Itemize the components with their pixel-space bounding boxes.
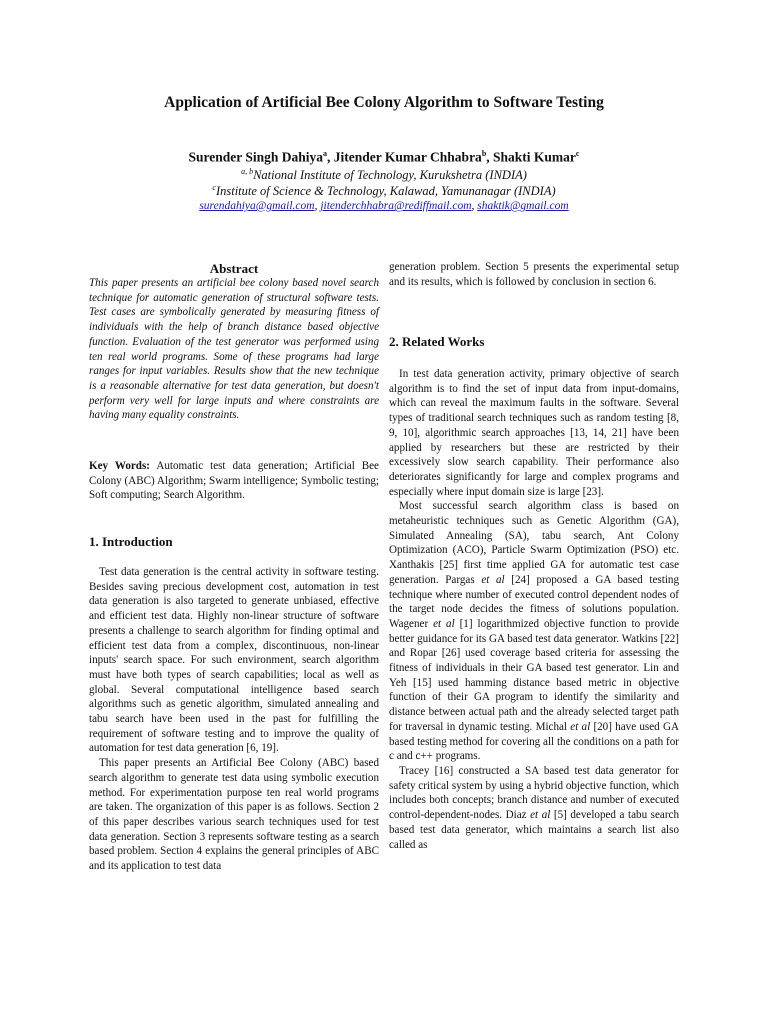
related-paragraph-1: In test data generation activity, primary objective of search algorithm is to find the set of input data from input-domains, which can reveal the maximum faults in the software. Several types of traditional search techniques such as random testing [8, 9, 10], algorithmic search approaches [13, 14, 21] have been applied by researchers but these are restricted by their excessively slow search capability. Their performance also deteriorates significantly for large and complex programs and especially where input domain size is large [23]. [389, 368, 679, 498]
author-3: Shakti Kumar [493, 149, 576, 165]
related-paragraph-2: Most successful search algorithm class is based on metaheuristic techniques such as Genetic Algorithm (GA), Simulated Annealing (SA), tabu search, Ant Colony Optimization (ACO), Particle Swarm Optimization (PSO) etc. Xanthakis [25] first time applied GA for automatic test case generation. Pargas et al [24] proposed a GA based testing technique where number of executed control dependent nodes of the target node decides the fitness of solutions population. Wagener et al [1] logarithmized objective function to provide better guidance for its GA based test data generator. Watkins [22] and Ropar [26] used coverage based criteria for assessing the fitness of individuals in their GA based test generator. Lin and Yeh [15] used hamming distance based metric in objective function of their GA program to identify the similarity and distance between actual path and the already selected target path for traversal in dynamic testing. Michal et al [20] have used GA based testing method for covering all the conditions on a path for c and c++ programs. [389, 500, 679, 763]
abstract-heading: Abstract [209, 261, 259, 276]
intro-continued [389, 260, 679, 289]
author-3-sup: c [575, 149, 580, 158]
intro-body [89, 565, 379, 874]
affiliation-1: $^{a, b}$National Institute of Technology, Kurukshetra (INDIA) [241, 167, 527, 183]
intro-continued-text: generation problem. Section 5 presents the experimental setup and its results, which is followed by conclusion in section 6. [389, 261, 679, 288]
intro-heading: 1. Introduction [89, 534, 173, 549]
related-paragraph-3: Tracey [16] constructed a SA based test data generator for safety critical system by using a hybrid objective function, which includes both concepts; branch distance and number of executed control-dependent-nodes. Diaz et al [5] developed a tabu search based test data generator, which maintains a search list also called as [389, 764, 679, 851]
intro-paragraph-1: Test data generation is the central activity in software testing. Besides saving precious development cost, automation in test data generation is also targeted to generate unbiased, effective and efficient test data. Highly non-linear structure of software presents a challenge to search algorithm for finding optimal and efficient test data from a complex, discontinuous, non-linear inputs' search space. For such environment, search algorithm must have both types of search capabilities; local as well as global. Several computational intelligence based search algorithms such as genetic algorithm, simulated annealing and tabu search have been used in the past for fulfilling the requirement of software testing and to improve the quality of automation for test data generation [6, 19]. [89, 566, 379, 755]
abstract-text: This paper presents an artificial bee colony based novel search technique for automatic generation of structural software tests. Test cases are symbolically generated by measuring fitness of individuals with the help of branch distance based objective function. Evaluation of the test generator was performed using ten real world programs. Some of these programs had large ranges for input variables. Results show that the new technique is a reasonable alternative for test data generation, but doesn't perform very well for large inputs and where constraints are having many equality constraints. [89, 277, 379, 422]
keywords [89, 459, 379, 503]
author-1: Surender Singh Dahiya [188, 149, 324, 165]
affiliation-2: $^c$Institute of Science & Technology, Kalawad, Yamunanagar (INDIA) [212, 183, 556, 199]
keywords-text: Automatic test data generation; Artificial Bee Colony (ABC) Algorithm; Swarm intelligence; Symbolic testing; Soft computing; Search Algorithm. [89, 460, 379, 502]
author-2: Jitender Kumar Chhabra [333, 149, 482, 165]
author-line: Surender Singh Dahiya$^a$, Jitender Kumar Chhabra$^b$, Shakti Kumar$^c$ [188, 149, 580, 165]
paper-title: Application of Artificial Bee Colony Algorithm to Software Testing [164, 94, 604, 111]
email-line: surendahiya@gmail.com, jitenderchhabra@rediffmail.com, shaktik@gmail.com [199, 200, 569, 212]
related-heading: 2. Related Works [389, 334, 485, 349]
keywords-label: Key Words: [89, 460, 150, 472]
intro-paragraph-2: This paper presents an Artificial Bee Colony (ABC) based search algorithm to generate test data using symbolic execution method. For experimentation purpose ten real world programs are taken. The organization of this paper is as follows. Section 2 of this paper describes various search techniques used for test data generation. Section 3 represents software testing as a search based problem. Section 4 explains the general principles of ABC and its application to test data [89, 757, 379, 873]
email-link-2[interactable]: jitenderchhabra@rediffmail.com [320, 200, 472, 212]
related-body [389, 367, 679, 852]
author-1-sup: a [323, 149, 328, 158]
author-2-sup: b [481, 149, 487, 158]
email-link-3[interactable]: shaktik@gmail.com [477, 200, 569, 212]
email-link-1[interactable]: surendahiya@gmail.com [199, 200, 315, 212]
